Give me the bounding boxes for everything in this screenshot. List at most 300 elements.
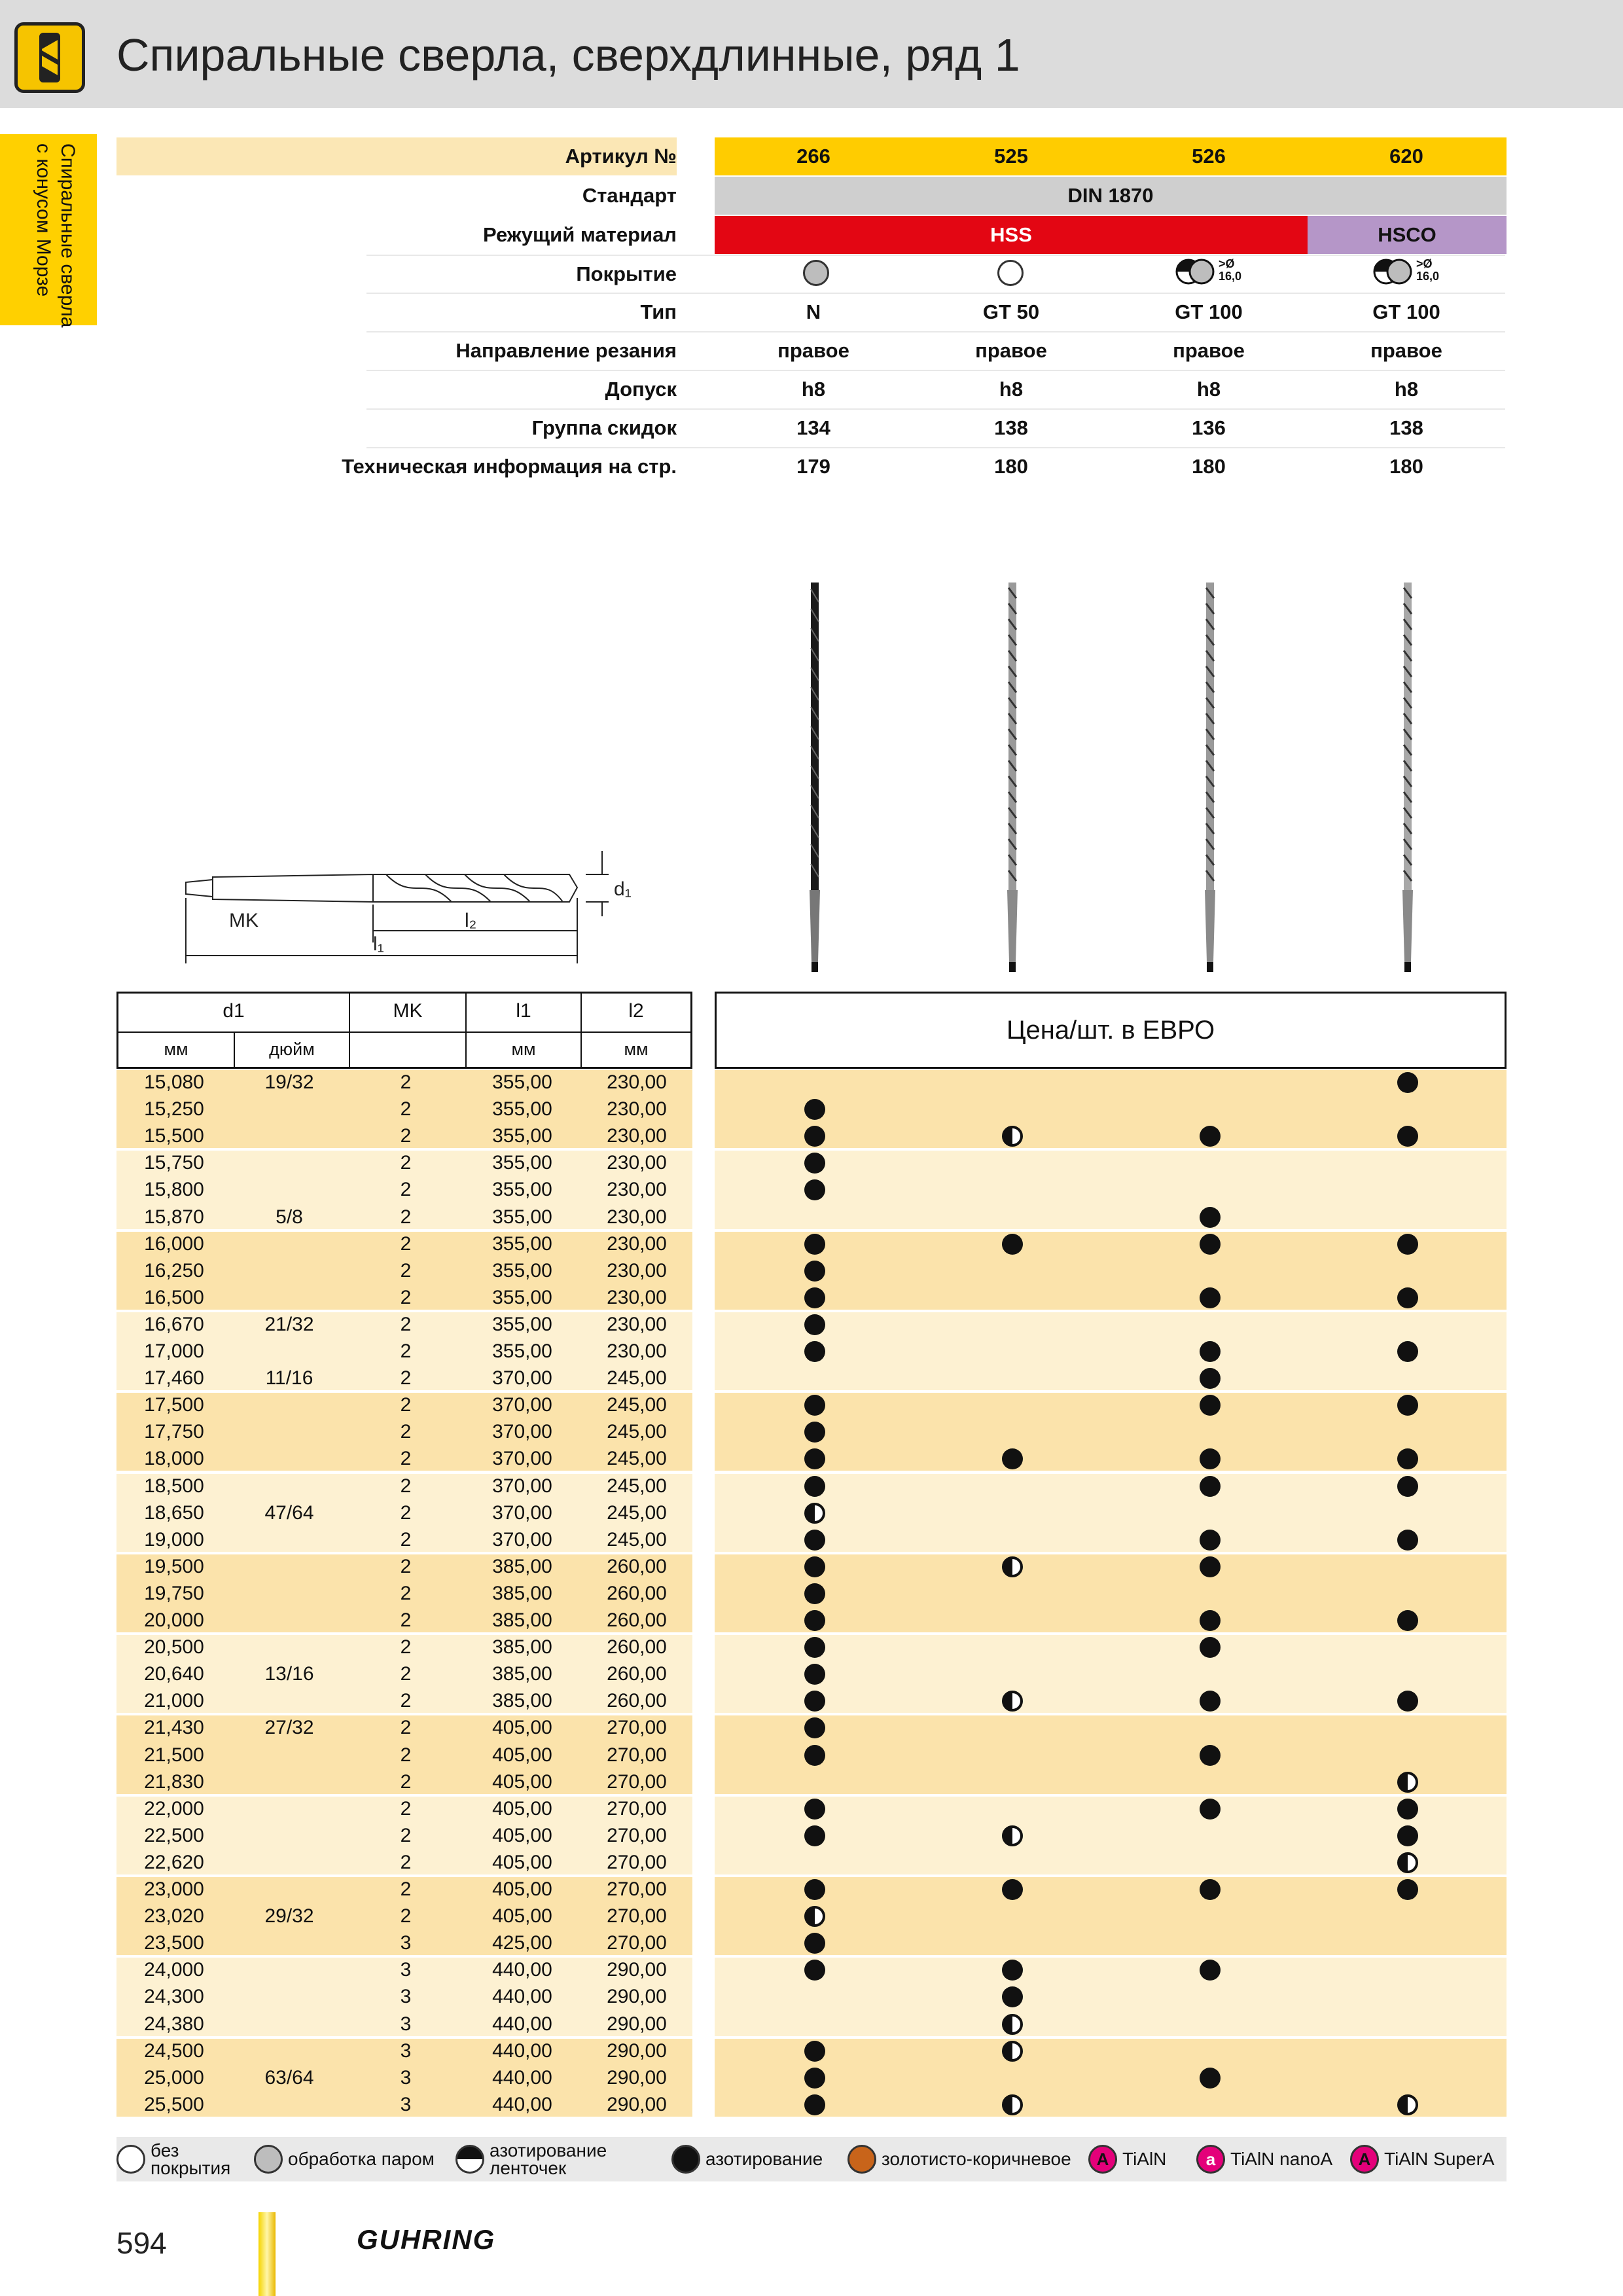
- cell-d1-inch: [232, 1634, 347, 1660]
- cell-d1-inch: [232, 1929, 347, 1956]
- cell-d1-mm: 21,430: [144, 1717, 204, 1739]
- cell-d1-inch: 27/32: [264, 1717, 314, 1739]
- cell-d1-mm: 17,500: [144, 1394, 204, 1416]
- cell-mk: 2: [400, 1609, 412, 1631]
- cell-l1: 355,00: [492, 1259, 552, 1282]
- cell-l1: 370,00: [492, 1475, 552, 1497]
- label-coating: Покрытие: [576, 262, 677, 285]
- available-dot-icon: [1200, 1879, 1221, 1900]
- available-dot-icon: [1200, 1395, 1221, 1416]
- cell-d1-mm: 15,250: [144, 1098, 204, 1121]
- cell-mk: 2: [400, 1851, 412, 1873]
- cell-l2: 260,00: [607, 1663, 667, 1685]
- cell-l2: 230,00: [607, 1179, 667, 1201]
- nitrided-margin-icon: [455, 2145, 484, 2174]
- available-dot-icon: [804, 1476, 825, 1497]
- info-2: 180: [994, 455, 1028, 478]
- cell-d1-mm: 16,500: [144, 1286, 204, 1308]
- cell-l1: 440,00: [492, 2013, 552, 2035]
- available-dot-icon: [804, 2041, 825, 2062]
- cell-l2: 245,00: [607, 1528, 667, 1551]
- available-dot-icon: [804, 2068, 825, 2089]
- legend: [116, 2137, 1507, 2181]
- available-dot-icon: [804, 1530, 825, 1551]
- discount-4: 138: [1389, 416, 1423, 439]
- article-1: 266: [796, 145, 830, 168]
- drill-icon: [14, 22, 85, 93]
- cell-l2: 270,00: [607, 1932, 667, 1954]
- cell-mk: 2: [400, 1663, 412, 1685]
- cell-l1: 385,00: [492, 1582, 552, 1604]
- available-dot-icon: [1200, 1341, 1221, 1362]
- available-dot-icon: [1002, 1234, 1023, 1255]
- legend-tialn-super: [1350, 2137, 1495, 2181]
- cell-d1-inch: 13/16: [264, 1663, 314, 1685]
- cell-l2: 230,00: [607, 1259, 667, 1282]
- cell-d1-inch: 11/16: [265, 1367, 313, 1390]
- cell-d1-inch: 21/32: [264, 1313, 314, 1335]
- available-dot-icon: [804, 1879, 825, 1900]
- cell-mk: 2: [400, 1501, 412, 1524]
- cell-d1-inch: [232, 1391, 347, 1418]
- legend-steam: [254, 2137, 435, 2181]
- tolerance-3: h8: [1196, 378, 1221, 401]
- legend-tialn-label: TiAlN: [1122, 2149, 1167, 2169]
- drill-photo-526: [1199, 583, 1221, 972]
- available-dot-icon: [1200, 1799, 1221, 1820]
- available-dot-icon: [1200, 1556, 1221, 1577]
- cell-d1-inch: [232, 1607, 347, 1634]
- cell-l2: 260,00: [607, 1609, 667, 1631]
- cell-d1-mm: 15,750: [144, 1152, 204, 1174]
- cell-d1-inch: [232, 1418, 347, 1445]
- article-3: 526: [1192, 145, 1226, 168]
- limited-dot-icon: [1397, 1772, 1418, 1793]
- cell-d1-mm: 25,000: [144, 2066, 204, 2089]
- steam-icon: [254, 2145, 283, 2174]
- label-info: Техническая информация на стр.: [342, 455, 677, 478]
- legend-nitrided: [671, 2137, 823, 2181]
- cell-l2: 245,00: [607, 1448, 667, 1470]
- cell-l2: 270,00: [607, 1878, 667, 1900]
- cell-l1: 355,00: [492, 1098, 552, 1121]
- cell-l2: 245,00: [607, 1421, 667, 1443]
- drawing-d1: d₁: [614, 878, 632, 900]
- cell-mk: 2: [400, 1125, 412, 1147]
- discount-3: 136: [1192, 416, 1226, 439]
- cell-d1-inch: [232, 1230, 347, 1257]
- cell-d1-inch: [232, 1795, 347, 1822]
- page-title: Спиральные сверла, сверхдлинные, ряд 1: [116, 29, 1020, 81]
- label-type: Тип: [640, 300, 677, 323]
- cell-l1: 370,00: [492, 1394, 552, 1416]
- drill-photo-525: [1001, 583, 1024, 972]
- nitrided-icon: [671, 2145, 700, 2174]
- price-band: [715, 1715, 1507, 1793]
- brand-logo: GUHRING: [357, 2224, 496, 2255]
- col-d1: d1: [223, 1000, 245, 1022]
- cell-l2: 260,00: [607, 1582, 667, 1604]
- cell-d1-inch: [232, 1768, 347, 1795]
- cell-l2: 270,00: [607, 1744, 667, 1766]
- cell-mk: 2: [400, 1421, 412, 1443]
- cell-l2: 245,00: [607, 1367, 667, 1390]
- available-dot-icon: [1397, 1476, 1418, 1497]
- cell-l1: 385,00: [492, 1663, 552, 1685]
- price-header: Цена/шт. в ЕВРО: [715, 992, 1507, 1069]
- type-4: GT 100: [1372, 300, 1440, 323]
- cell-l2: 245,00: [607, 1501, 667, 1524]
- cell-l2: 270,00: [607, 1797, 667, 1820]
- limited-dot-icon: [1002, 1126, 1023, 1147]
- cell-d1-inch: [232, 1687, 347, 1714]
- direction-4: правое: [1370, 339, 1442, 362]
- col-l1-mm: мм: [511, 1039, 536, 1059]
- gold-icon: [847, 2145, 876, 2174]
- available-dot-icon: [804, 1556, 825, 1577]
- available-dot-icon: [804, 1314, 825, 1335]
- cell-l1: 355,00: [492, 1152, 552, 1174]
- cell-l2: 270,00: [607, 1824, 667, 1846]
- cell-l2: 230,00: [607, 1340, 667, 1362]
- info-3: 180: [1192, 455, 1226, 478]
- cell-d1-mm: 23,000: [144, 1878, 204, 1900]
- cell-d1-mm: 20,000: [144, 1609, 204, 1631]
- cell-mk: 2: [400, 1878, 412, 1900]
- cell-mk: 2: [400, 1071, 412, 1093]
- cell-mk: 2: [400, 1448, 412, 1470]
- drawing-l1: l₁: [373, 933, 384, 955]
- cell-mk: 2: [400, 1717, 412, 1739]
- label-direction: Направление резания: [455, 339, 677, 362]
- cell-d1-mm: 24,380: [144, 2013, 204, 2035]
- tolerance-4: h8: [1394, 378, 1419, 401]
- label-standard: Стандарт: [582, 184, 677, 207]
- cell-mk: 2: [400, 1824, 412, 1846]
- discount-1: 134: [796, 416, 830, 439]
- cell-d1-mm: 15,500: [144, 1125, 204, 1147]
- section-tab-line2: с конусом Морзе: [33, 143, 54, 297]
- cell-l2: 230,00: [607, 1286, 667, 1308]
- cell-mk: 2: [400, 1797, 412, 1820]
- col-mk: MK: [393, 1000, 423, 1022]
- cell-d1-mm: 15,800: [144, 1179, 204, 1201]
- material-hss: HSS: [715, 216, 1308, 254]
- available-dot-icon: [804, 1664, 825, 1685]
- label-article: Артикул №: [116, 137, 677, 175]
- cell-d1-mm: 21,500: [144, 1744, 204, 1766]
- limited-dot-icon: [1002, 2041, 1023, 2062]
- cell-mk: 2: [400, 1744, 412, 1766]
- legend-nm-1: азотирование: [490, 2140, 607, 2161]
- cell-d1-mm: 22,500: [144, 1824, 204, 1846]
- cell-l1: 405,00: [492, 1905, 552, 1928]
- cell-mk: 2: [400, 1528, 412, 1551]
- coating-nitrided-icon-2: [1373, 257, 1404, 286]
- cell-l2: 245,00: [607, 1394, 667, 1416]
- col-d1-mm: мм: [164, 1039, 188, 1059]
- cell-mk: 2: [400, 1690, 412, 1712]
- legend-gold-label: золотисто-коричневое: [882, 2149, 1071, 2169]
- cell-l2: 270,00: [607, 1770, 667, 1793]
- cell-l1: 370,00: [492, 1528, 552, 1551]
- available-dot-icon: [1397, 1126, 1418, 1147]
- available-dot-icon: [804, 1099, 825, 1120]
- available-dot-icon: [1200, 1287, 1221, 1308]
- cell-mk: 3: [400, 2013, 412, 2035]
- cell-l1: 405,00: [492, 1851, 552, 1873]
- cell-d1-mm: 17,750: [144, 1421, 204, 1443]
- legend-uncoated-2: покрытия: [151, 2158, 231, 2178]
- limited-dot-icon: [804, 1503, 825, 1524]
- cell-d1-inch: [232, 1553, 347, 1580]
- section-tab: [0, 134, 97, 328]
- cell-l1: 440,00: [492, 2093, 552, 2115]
- limited-dot-icon: [804, 1906, 825, 1927]
- cell-mk: 2: [400, 1475, 412, 1497]
- cell-d1-inch: 29/32: [264, 1905, 314, 1928]
- legend-tialn-nano-label: TiAlN nanoA: [1230, 2149, 1333, 2169]
- table-header: [116, 992, 692, 1069]
- cell-l1: 405,00: [492, 1878, 552, 1900]
- available-dot-icon: [1200, 1234, 1221, 1255]
- cell-d1-inch: [232, 1473, 347, 1499]
- price-band: [715, 1958, 1507, 2036]
- cell-d1-mm: 16,670: [144, 1313, 204, 1335]
- legend-nitrided-margin: [455, 2137, 607, 2181]
- cell-l1: 405,00: [492, 1824, 552, 1846]
- cell-l1: 355,00: [492, 1179, 552, 1201]
- price-band: [715, 1151, 1507, 1229]
- legend-tialn-super-label: TiAlN SuperA: [1384, 2149, 1495, 2169]
- available-dot-icon: [804, 1799, 825, 1820]
- cell-l1: 370,00: [492, 1367, 552, 1390]
- section-tab-line1: Спиральные сверла: [57, 143, 79, 328]
- tolerance-1: h8: [801, 378, 826, 401]
- cell-d1-inch: [232, 2037, 347, 2064]
- cell-d1-inch: [232, 1849, 347, 1876]
- cell-d1-mm: 24,300: [144, 1986, 204, 2008]
- legend-nm-2: ленточек: [490, 2158, 567, 2178]
- cell-d1-mm: 24,500: [144, 2039, 204, 2062]
- cell-l1: 355,00: [492, 1125, 552, 1147]
- cell-d1-inch: [232, 2091, 347, 2118]
- cell-d1-inch: [232, 1284, 347, 1311]
- cell-l1: 370,00: [492, 1421, 552, 1443]
- cell-mk: 3: [400, 2093, 412, 2115]
- cell-mk: 2: [400, 1313, 412, 1335]
- cell-l2: 230,00: [607, 1125, 667, 1147]
- legend-steam-label: обработка паром: [288, 2149, 435, 2169]
- page-number: 594: [116, 2226, 167, 2260]
- standard-value: DIN 1870: [715, 177, 1507, 215]
- discount-2: 138: [994, 416, 1028, 439]
- cell-l2: 290,00: [607, 2093, 667, 2115]
- cell-l2: 245,00: [607, 1475, 667, 1497]
- cell-d1-inch: 19/32: [264, 1071, 314, 1093]
- cell-mk: 2: [400, 1555, 412, 1577]
- cell-d1-mm: 25,500: [144, 2093, 204, 2115]
- available-dot-icon: [804, 1583, 825, 1604]
- limited-dot-icon: [1002, 1825, 1023, 1846]
- cell-d1-inch: [232, 1149, 347, 1176]
- drawing-mk: MK: [229, 910, 259, 931]
- available-dot-icon: [1397, 1341, 1418, 1362]
- available-dot-icon: [1397, 1879, 1418, 1900]
- limited-dot-icon: [1002, 2014, 1023, 2035]
- available-dot-icon: [804, 1745, 825, 1766]
- coating-note-1: >Ø 16,0: [1219, 257, 1242, 283]
- cell-l2: 290,00: [607, 1959, 667, 1981]
- cell-d1-inch: [232, 1822, 347, 1849]
- cell-l2: 230,00: [607, 1098, 667, 1121]
- cell-mk: 2: [400, 1582, 412, 1604]
- cell-l1: 405,00: [492, 1717, 552, 1739]
- limited-dot-icon: [1002, 1556, 1023, 1577]
- drill-photo-620: [1397, 583, 1419, 972]
- cell-d1-inch: [232, 1445, 347, 1472]
- cell-mk: 3: [400, 1932, 412, 1954]
- price-band: [715, 1474, 1507, 1552]
- cell-d1-inch: 5/8: [276, 1206, 303, 1228]
- price-band: [715, 1877, 1507, 1955]
- cell-l1: 355,00: [492, 1232, 552, 1255]
- cell-d1-mm: 16,000: [144, 1232, 204, 1255]
- cell-d1-mm: 18,000: [144, 1448, 204, 1470]
- cell-d1-mm: 23,500: [144, 1932, 204, 1954]
- cell-d1-inch: [232, 1176, 347, 1203]
- coating-steam-icon: [803, 260, 829, 286]
- col-l2: l2: [628, 1000, 644, 1022]
- legend-tialn: [1088, 2137, 1166, 2181]
- available-dot-icon: [804, 1395, 825, 1416]
- price-band: [715, 1797, 1507, 1874]
- available-dot-icon: [1002, 1879, 1023, 1900]
- cell-l1: 440,00: [492, 2039, 552, 2062]
- price-band: [715, 1312, 1507, 1390]
- available-dot-icon: [1397, 1072, 1418, 1093]
- available-dot-icon: [804, 1261, 825, 1282]
- available-dot-icon: [1397, 1530, 1418, 1551]
- drill-technical-drawing: [177, 844, 635, 975]
- cell-l2: 290,00: [607, 2013, 667, 2035]
- available-dot-icon: [1397, 1610, 1418, 1631]
- available-dot-icon: [1397, 1825, 1418, 1846]
- cell-l2: 290,00: [607, 1986, 667, 2008]
- label-material: Режущий материал: [483, 223, 677, 246]
- available-dot-icon: [804, 1637, 825, 1658]
- legend-nitrided-label: азотирование: [705, 2149, 823, 2169]
- cell-l1: 385,00: [492, 1636, 552, 1659]
- legend-uncoated-1: без: [151, 2140, 179, 2161]
- coating-nitrided-icon: [1175, 257, 1207, 286]
- cell-d1-inch: [232, 1096, 347, 1122]
- cell-mk: 2: [400, 1098, 412, 1121]
- cell-l2: 230,00: [607, 1152, 667, 1174]
- cell-d1-mm: 22,620: [144, 1851, 204, 1873]
- cell-d1-mm: 20,640: [144, 1663, 204, 1685]
- cell-d1-inch: [232, 1338, 347, 1365]
- cell-d1-mm: 16,250: [144, 1259, 204, 1282]
- available-dot-icon: [804, 1825, 825, 1846]
- available-dot-icon: [804, 2094, 825, 2115]
- cell-l1: 355,00: [492, 1071, 552, 1093]
- cell-l2: 290,00: [607, 2066, 667, 2089]
- cell-d1-mm: 23,020: [144, 1905, 204, 1928]
- available-dot-icon: [804, 1287, 825, 1308]
- col-d1-inch: дюйм: [269, 1039, 315, 1059]
- available-dot-icon: [804, 1341, 825, 1362]
- cell-l1: 385,00: [492, 1609, 552, 1631]
- cell-l1: 405,00: [492, 1770, 552, 1793]
- cell-d1-inch: [232, 1983, 347, 2010]
- price-band: [715, 1635, 1507, 1713]
- limited-dot-icon: [1397, 2094, 1418, 2115]
- cell-d1-mm: 24,000: [144, 1959, 204, 1981]
- available-dot-icon: [1200, 2068, 1221, 2089]
- cell-d1-mm: 18,500: [144, 1475, 204, 1497]
- cell-mk: 2: [400, 1179, 412, 1201]
- price-band: [715, 1070, 1507, 1148]
- col-l2-mm: мм: [624, 1039, 649, 1059]
- cell-l2: 260,00: [607, 1555, 667, 1577]
- cell-mk: 2: [400, 1206, 412, 1228]
- legend-gold: [847, 2137, 1071, 2181]
- cell-mk: 2: [400, 1152, 412, 1174]
- article-2: 525: [994, 145, 1028, 168]
- cell-mk: 2: [400, 1905, 412, 1928]
- type-2: GT 50: [982, 300, 1040, 323]
- cell-d1-mm: 21,000: [144, 1690, 204, 1712]
- cell-l1: 405,00: [492, 1797, 552, 1820]
- cell-l1: 355,00: [492, 1286, 552, 1308]
- cell-l1: 370,00: [492, 1501, 552, 1524]
- cell-l2: 270,00: [607, 1905, 667, 1928]
- cell-l2: 270,00: [607, 1717, 667, 1739]
- direction-3: правое: [1173, 339, 1245, 362]
- cell-l2: 230,00: [607, 1313, 667, 1335]
- available-dot-icon: [1397, 1395, 1418, 1416]
- drill-photo-266: [804, 583, 826, 972]
- cell-d1-mm: 20,500: [144, 1636, 204, 1659]
- available-dot-icon: [804, 1234, 825, 1255]
- cell-d1-mm: 19,000: [144, 1528, 204, 1551]
- available-dot-icon: [804, 1610, 825, 1631]
- cell-mk: 2: [400, 1232, 412, 1255]
- available-dot-icon: [1397, 1799, 1418, 1820]
- cell-l1: 440,00: [492, 1986, 552, 2008]
- cell-mk: 3: [400, 1986, 412, 2008]
- available-dot-icon: [1200, 1368, 1221, 1389]
- available-dot-icon: [1200, 1745, 1221, 1766]
- available-dot-icon: [1200, 1530, 1221, 1551]
- col-l1: l1: [516, 1000, 531, 1022]
- cell-mk: 3: [400, 1959, 412, 1981]
- cell-l2: 260,00: [607, 1636, 667, 1659]
- cell-mk: 2: [400, 1340, 412, 1362]
- available-dot-icon: [1200, 1610, 1221, 1631]
- label-tolerance: Допуск: [605, 378, 677, 401]
- label-discount: Группа скидок: [531, 416, 677, 439]
- available-dot-icon: [1200, 1126, 1221, 1147]
- cell-l2: 260,00: [607, 1690, 667, 1712]
- legend-uncoated: [116, 2137, 230, 2181]
- price-band: [715, 1232, 1507, 1310]
- cell-l1: 355,00: [492, 1313, 552, 1335]
- cell-d1-inch: [232, 1580, 347, 1607]
- cell-d1-mm: 18,650: [144, 1501, 204, 1524]
- available-dot-icon: [804, 1933, 825, 1954]
